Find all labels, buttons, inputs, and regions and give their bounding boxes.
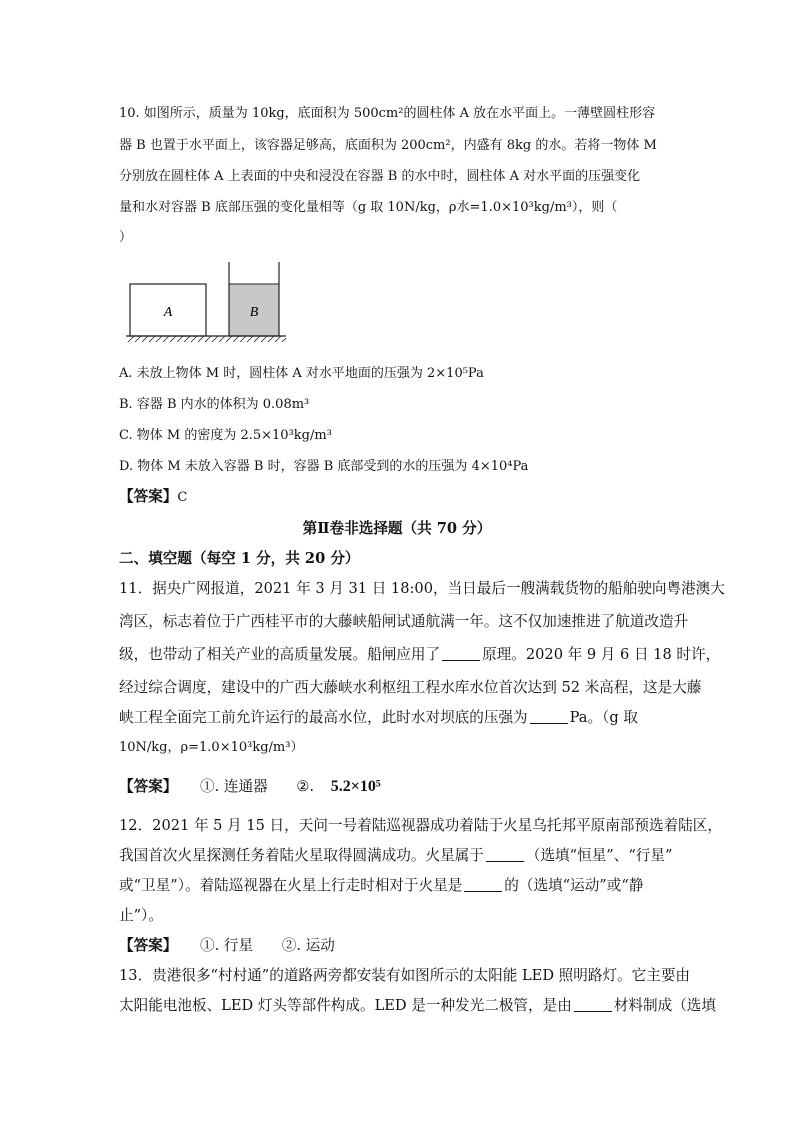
answer-label: 【答案】 [119,488,178,505]
q10-option-d: D. 物体 M 未放入容器 B 时，容器 B 底部受到的水的压强为 4×10⁴Pa [119,459,529,474]
answer-label: 【答案】 [119,778,178,795]
q11-line-3-text-a: 级，也带动了相关产业的高质量发展。船闸应用了 [119,646,441,663]
answer-label: 【答案】 [119,937,178,954]
ground-hatching [128,336,286,342]
q12-line-2-text-a: 我国首次火星探测任务着陆火星取得圆满成功。火星属于 [119,847,484,864]
q12-line-2-text-b: （选填“恒星”、“行星” [525,847,673,864]
q11-line-5 [119,708,638,728]
q10-line-3: 分别放在圆柱体 A 上表面的中央和浸没在容器 B 的水中时，圆柱体 A 对水平面的压强变化 [119,169,641,184]
q13-line-2-text-b: 材料制成（选填 [613,997,716,1014]
q11-answer-2: 5.2×10⁵ [330,778,381,795]
q11-line-2: 湾区，标志着位于广西桂平市的大藤峡船闸试通航满一年。这不仅加速推进了航道改造升 [119,613,689,630]
section-title: 第Ⅱ卷非选择题（共 70 分） [302,520,492,537]
q12-blank-2[interactable] [464,878,502,892]
q10-line-4: 量和水对容器 B 底部压强的变化量相等（g 取 10N/kg，ρ水=1.0×10³kg/m³），则（ [119,200,618,215]
q11-line-5-text-b: Pa。（g 取 [569,709,638,726]
q12-answer [119,936,335,956]
q11-line-3 [119,645,720,665]
part-title: 二、填空题（每空 1 分，共 20 分） [119,550,360,567]
q12-line-3 [119,876,643,896]
q11-blank-2[interactable] [530,710,568,724]
answer-value: C [177,490,188,505]
q13-line-2-text-a: 太阳能电池板、LED 灯头等部件构成。LED 是一种发光二极管，是由 [119,997,572,1014]
q10-figure [126,260,286,342]
q11-line-3-text-b: 原理。2020 年 9 月 6 日 18 时许， [482,646,721,663]
q12-line-3-text-a: 或“卫星”）。着陆巡视器在火星上行走时相对于火星是 [119,877,463,894]
q10-option-c: C. 物体 M 的密度为 2.5×10³kg/m³ [119,428,332,443]
q10-line-5: ） [119,230,133,245]
q10-line-2: 器 B 也置于水平面上，该容器足够高，底面积为 200cm²，内盛有 8kg 的水。若将一物体 M [119,138,657,153]
q12-answer-1: ①. 行星 [200,937,254,954]
q10-answer [119,487,187,508]
q13-line-1: 13．贵港很多“村村通”的道路两旁都安装有如图所示的太阳能 LED 照明路灯。它主要由 [119,967,691,984]
q10-line-1: 10. 如图所示，质量为 10kg，底面积为 500cm²的圆柱体 A 放在水平面上。一薄壁圆柱形容 [119,106,656,121]
q11-blank-1[interactable] [442,647,480,661]
q11-line-4: 经过综合调度，建设中的广西大藤峡水利枢纽工程水库水位首次达到 52 米高程，这是大藤 [119,679,702,696]
q12-line-4: 止”）。 [119,907,163,924]
q11-line-6: 10N/kg，ρ=1.0×10³kg/m³） [119,740,304,755]
q13-line-2 [119,996,716,1016]
q12-blank-1[interactable] [486,848,524,862]
q10-option-a: A. 未放上物体 M 时，圆柱体 A 对水平地面的压强为 2×10⁵Pa [119,366,484,381]
q13-blank-1[interactable] [574,998,612,1012]
q12-line-2 [119,846,672,866]
q12-answer-2: ②. 运动 [281,937,335,954]
q11-answer-2-num: ②. [296,778,315,795]
q11-line-5-text-a: 峡工程全面完工前允许运行的最高水位，此时水对坝底的压强为 [119,709,528,726]
q12-line-3-text-b: 的（选填“运动”或“静 [504,877,644,894]
q11-line-1: 11．据央广网报道，2021 年 3 月 31 日 18:00，当日最后一艘满载货物的船舶驶向粤港澳大 [119,580,725,597]
q12-line-1: 12．2021 年 5 月 15 日，天问一号着陆巡视器成功着陆于火星乌托邦平原南部预选着陆区， [119,817,722,834]
q10-option-b: B. 容器 B 内水的体积为 0.08m³ [119,397,310,412]
label-b: B [249,305,259,320]
label-a: A [163,305,173,320]
q11-answer [119,777,381,797]
q11-answer-1: ①. 连通器 [200,778,268,795]
